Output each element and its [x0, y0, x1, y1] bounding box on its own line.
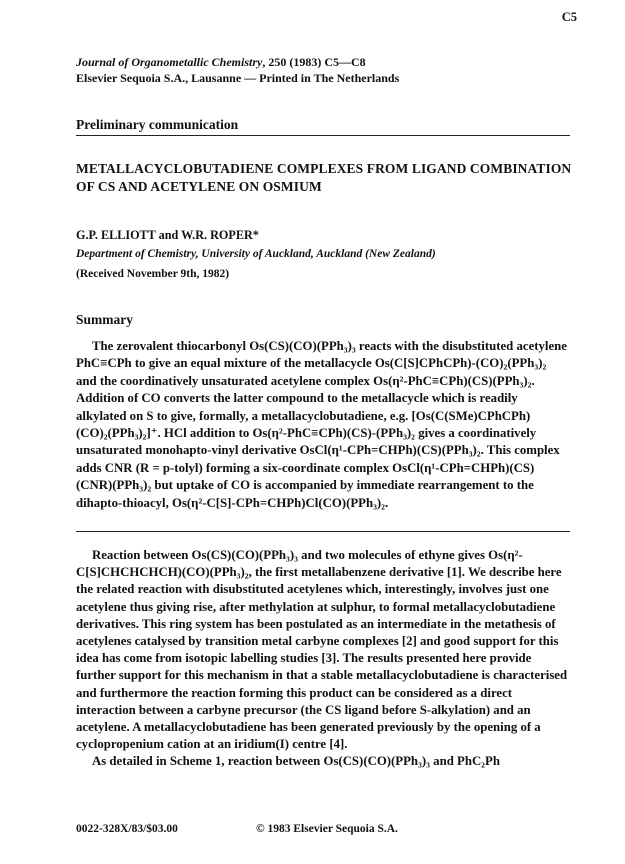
- summary-divider: [76, 531, 570, 532]
- author-list: G.P. ELLIOTT and W.R. ROPER*: [76, 228, 259, 242]
- affiliation: Department of Chemistry, University of Auckland, Auckland (New Zealand): [76, 248, 436, 260]
- section-label: Preliminary communication: [76, 117, 239, 132]
- body-paragraph-2: As detailed in Scheme 1, reaction between Os(CS)(CO)(PPh₃)₃ and PhC₂Ph: [92, 754, 500, 769]
- summary-heading: Summary: [76, 312, 133, 327]
- page-number: C5: [561, 10, 577, 24]
- section-divider: [76, 135, 570, 136]
- body-block: [76, 547, 570, 771]
- copyright-notice: © 1983 Elsevier Sequoia S.A.: [256, 823, 398, 835]
- summary-paragraph: The zerovalent thiocarbonyl Os(CS)(CO)(PPh₃)₃ reacts with the disubstituted acetylene PhC≡CPh to give an equal mixture of the metallacycle Os(C[S]CPhCPh)-(CO)₂(PPh₃)₂ and the coordinatively unsaturated acetylene complex Os(η²-PhC≡CPh)(CS)(PPh₃)₂. Addition of CO converts the latter compound to the metallacycle which is readily alkylated on S to give, formally, a metallacyclobutadiene, e.g. [Os(C(SMe)CPhCPh)(CO)₂(PPh₃)₂]⁺. HCl addition to Os(η²-PhC≡CPh)(CS)-(PPh₃)₂ gives a coordinatively unsaturated monohapto-vinyl derivative OsCl(η¹-CPh=CHPh)(CS)(PPh₃)₂. This complex adds CNR (R = p-tolyl) forming a six-coordinate complex OsCl(η¹-CPh=CHPh)(CS)(CNR)(PPh₃)₂ but uptake of CO is accompanied by immediate rearrangement to the dihapto-thioacyl, Os(η²-C[S]-CPh=CHPh)Cl(CO)(PPh₃)₂.: [76, 339, 567, 510]
- journal-publisher: Elsevier Sequoia S.A., Lausanne — Printed in The Netherlands: [76, 71, 400, 85]
- article-code: 0022-328X/83/$03.00: [76, 823, 178, 835]
- received-date: (Received November 9th, 1982): [76, 268, 230, 280]
- article-title: METALLACYCLOBUTADIENE COMPLEXES FROM LIGAND COMBINATION OF CS AND ACETYLENE ON OSMIUM: [76, 161, 572, 194]
- journal-volume: , 250 (1983) C5—C8: [262, 55, 366, 69]
- journal-name: Journal of Organometallic Chemistry: [76, 55, 263, 69]
- journal-header: [76, 54, 399, 86]
- journal-citation: [76, 54, 399, 70]
- summary-block: [76, 338, 570, 512]
- body-paragraph: Reaction between Os(CS)(CO)(PPh₃)₃ and two molecules of ethyne gives Os(η²-C[S]CHCHCHCH)(CO)(PPh₃)₂, the first metallabenzene derivative [1]. We describe here the related reaction with disubstituted acetylenes which, interestingly, involves just one acetylene thus giving rise, after methylation at sulphur, to formal metallacyclobutadiene derivatives. This ring system has been postulated as an intermediate in the metathesis of acetylenes catalysed by transition metal carbyne complexes [2] and good support for this idea has come from isotopic labelling studies [3]. The results presented here provide further support for this mechanism in that a stable metallacyclobutadiene is characterised and furthermore the reaction forming this product can be considered as a direct interaction between a carbyne precursor (the CS ligand before S-alkylation) and an acetylene. A metallacyclobutadiene has been generated previously by the opening of a cyclopropenium cation at an iridium(I) centre [4].: [76, 548, 568, 752]
